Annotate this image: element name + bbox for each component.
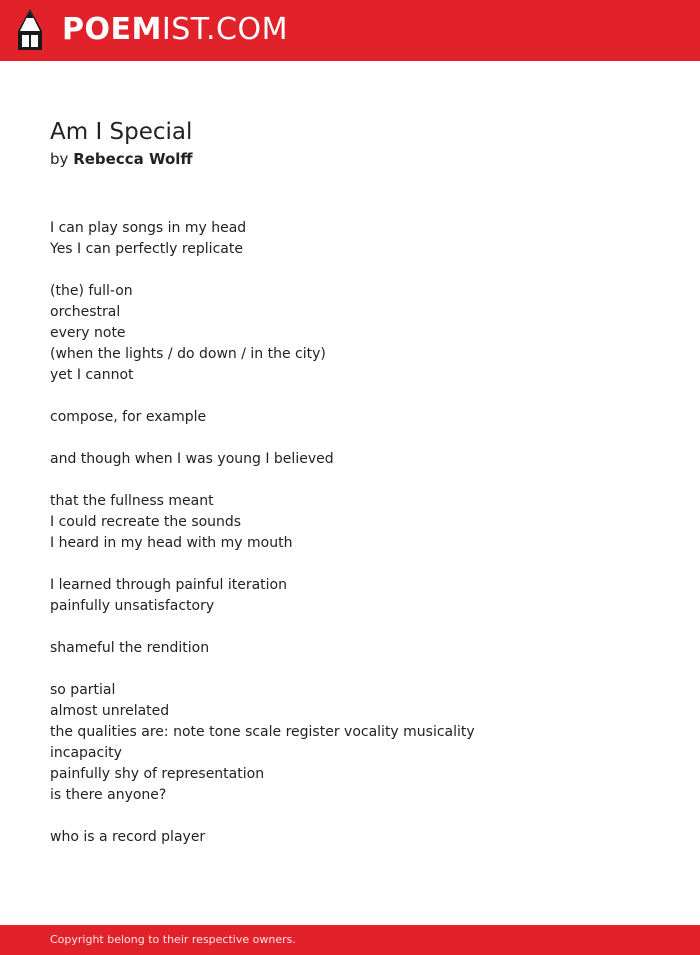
poem-line: I learned through painful iteration xyxy=(50,577,287,593)
poem-line: Yes I can perfectly replicate xyxy=(50,241,243,257)
poem-line: yet I cannot xyxy=(50,367,134,383)
poem-line: that the fullness meant xyxy=(50,493,214,509)
logo-brand-light: IST.COM xyxy=(161,12,288,47)
site-header xyxy=(0,0,700,61)
poem-line: (the) full-on xyxy=(50,283,133,299)
poem-line: painfully shy of representation xyxy=(50,766,265,782)
poem-line: almost unrelated xyxy=(50,703,170,719)
poem-stanza xyxy=(50,638,670,659)
author-name: Rebecca Wolff xyxy=(73,150,193,168)
poem-stanza xyxy=(50,281,670,386)
poem-line: I heard in my head with my mouth xyxy=(50,535,293,551)
poem-line: compose, for example xyxy=(50,409,207,425)
poem-stanza xyxy=(50,218,670,260)
poem-line: I can play songs in my head xyxy=(50,220,247,236)
poem-line: who is a record player xyxy=(50,829,206,845)
poem-line: incapacity xyxy=(50,745,122,761)
site-footer xyxy=(0,925,700,955)
poem-line: and though when I was young I believed xyxy=(50,451,334,467)
poem-line: is there anyone? xyxy=(50,787,167,803)
pencil-icon xyxy=(18,9,42,51)
poem-line: I could recreate the sounds xyxy=(50,514,242,530)
poem-title: Am I Special xyxy=(50,119,193,145)
poem-stanza xyxy=(50,575,670,617)
poem-line: so partial xyxy=(50,682,116,698)
poem-body xyxy=(50,218,670,848)
poem-stanza xyxy=(50,491,670,554)
poem-line: painfully unsatisfactory xyxy=(50,598,215,614)
poem-line: every note xyxy=(50,325,126,341)
byline xyxy=(50,147,670,171)
byline-prefix: by xyxy=(50,150,69,168)
poem-stanza xyxy=(50,449,670,470)
poem-content xyxy=(50,117,670,869)
poem-line: the qualities are: note tone scale register vocality musicality xyxy=(50,724,475,740)
site-logo-link[interactable] xyxy=(62,11,288,49)
logo-brand-bold: POEM xyxy=(62,12,162,47)
copyright-text: Copyright belong to their respective owners. xyxy=(50,933,296,946)
poem-stanza xyxy=(50,680,670,806)
poem-line: orchestral xyxy=(50,304,121,320)
poem-line: (when the lights / do down / in the city) xyxy=(50,346,326,362)
poem-stanza xyxy=(50,827,670,848)
poem-stanza xyxy=(50,407,670,428)
poem-line: shameful the rendition xyxy=(50,640,210,656)
